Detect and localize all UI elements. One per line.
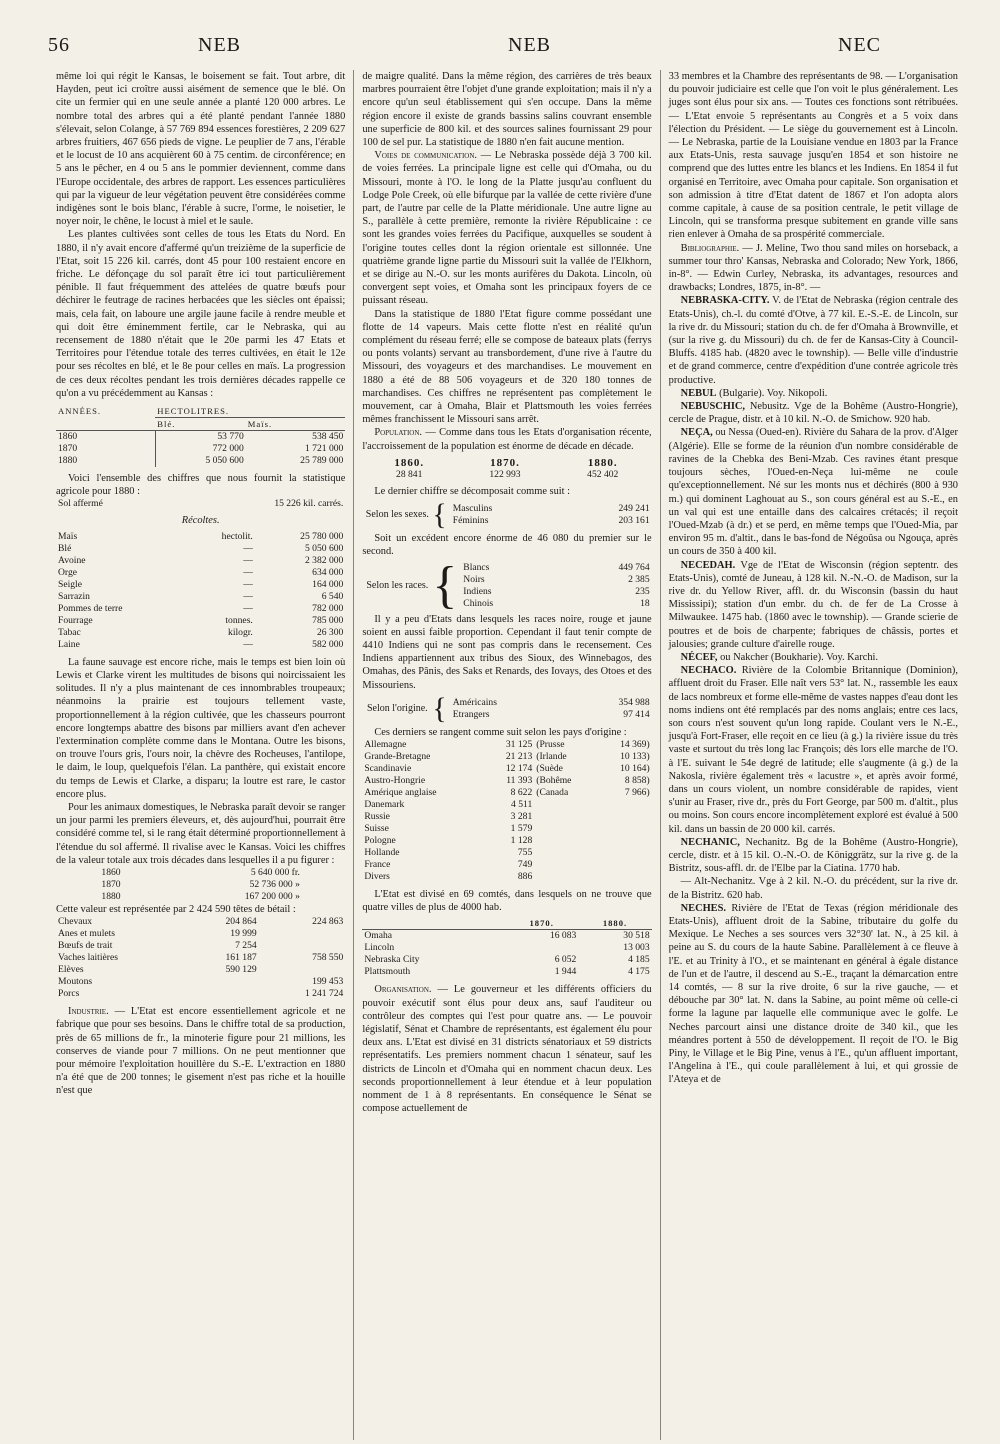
crop-name: Blé <box>58 542 72 554</box>
table-header-ble: Blé. <box>155 418 245 431</box>
paragraph: La faune sauvage est encore riche, mais le temps est bien loin où Lewis et Clarke virent les multitudes de bisons qui noircissaient les solitudes. Il n'y a plus maintenant de ces innombrables troupeaux; néanmoins la prairie est toujours tellement vaste, proportionnellement à la région cultivée, que les chasseurs pourront encore longtemps abattre des bisons par milliers avant d'en achever l'extermination complète comme dans le Montana. Outre les bisons, on trouve l'ours gris, l'ours noir, la chèvre des Rocheuses, l'antilope, le daim, le loup, quelquefois l'élan. La panthère, qui existait encore du temps de Lewis et Clarke, a disparu; la loutre est rare, le castor encore plus. <box>56 656 346 800</box>
subcountry-value: 8 858) <box>624 774 650 786</box>
entry-headword: NECHANIC, <box>680 836 740 848</box>
column-2 <box>354 70 660 1440</box>
betail-table <box>56 916 345 1000</box>
subcountry-name <box>534 847 597 859</box>
paragraph: Le dernier chiffre se décomposait comme suit : <box>374 485 571 497</box>
table-row <box>362 823 651 835</box>
valeur-table <box>99 867 302 903</box>
subcountry-name <box>534 859 597 871</box>
entry-text: V. de l'Etat de Nebraska (région centrale des Etats-Unis), ch.-l. du comté d'Otve, à 77 kil. E.-S.-E. de Lincoln, sur la rive dr. du Missouri; station du ch. de fer d'Omaha à Brownville, et (sur la rive g. du Missouri) du ch. de fer de Kansas-City à Council-Bluffs. 4185 hab. (4820 avec le township). — Belle ville d'industrie et de grand commerce, centre d'expédition d'une contrée agricole très productive. <box>668 295 958 386</box>
entry-headword: NEÇA, <box>680 427 713 439</box>
sex-value: 249 241 <box>618 503 650 515</box>
table-row <box>56 916 345 928</box>
valeur-amount: 167 200 000 » <box>244 890 300 902</box>
country-value: 886 <box>517 870 533 882</box>
livestock-count: 161 187 <box>225 952 257 964</box>
origin-value: 97 414 <box>623 708 650 720</box>
country-name: Pologne <box>364 834 396 846</box>
subcountry-value <box>597 835 651 847</box>
paragraph: Dans la statistique de 1880 l'Etat figure comme possédant une flotte de 14 vapeurs. Mais cette flotte n'est en réalité qu'un complément du réseau ferré; elle se compose de bateaux plats (ferrys ou ponts volants) servant au transbordement, d'une rive à l'autre du Missouri, des voyageurs et des marchandises. Le mouvement en 1880 a été de 88 506 voyageurs et de 320 180 tonnes de marchandises. Ces chiffres ne représentent pas complètement le mouvement, car à Omaha, Blair et Plattsmouth les voies ferrées mêmes franchissent le Missouri sans arrêt. <box>362 308 652 426</box>
crop-name: Maïs <box>58 530 78 542</box>
entry-text: ou Nakcher (Boukharie). Voy. Karchi. <box>717 651 879 663</box>
crop-value: 26 300 <box>316 626 344 638</box>
sol-label: Sol affermé <box>58 498 103 510</box>
table-row <box>362 775 651 787</box>
table-row <box>56 940 345 952</box>
table-row <box>99 879 302 891</box>
population-year: 1860. <box>394 456 425 469</box>
crop-name: Pommes de terre <box>58 602 123 614</box>
entry-headword: NECEDAH. <box>680 559 736 571</box>
paragraph: — J. Meline, Two thou sand miles on horseback, a summer tour thro' Kansas, Nebraska and Colorado; New York, 1866, in-8°. — Edwin Curley, Nebraska, its advantages, resources and drawbacks; Londres, 1875, in-8°. — <box>668 242 958 294</box>
mais-cell: 25 789 000 <box>300 455 344 467</box>
livestock-count: 19 999 <box>230 928 257 940</box>
entry-text: (Bulgarie). Voy. Nikopoli. <box>716 387 828 399</box>
population-value: 122 993 <box>489 468 521 480</box>
section-label-organisation: Organisation. <box>374 984 432 996</box>
crop-unit: — <box>243 566 253 578</box>
subcountry-name <box>534 835 597 847</box>
race-name: Chinois <box>463 597 494 609</box>
livestock-name: Bœufs de trait <box>58 940 113 952</box>
city-1880: 30 518 <box>623 930 650 942</box>
ble-cell: 772 000 <box>212 443 244 455</box>
livestock-group-total <box>259 928 346 940</box>
entry-text: — Alt-Nechanitz. Vge à 2 kil. N.-O. du précédent, sur la rive dr. de la Bistritz. 620 hab. <box>668 876 958 901</box>
table-row <box>56 952 345 964</box>
page-header <box>48 34 966 66</box>
table-row <box>362 930 651 943</box>
livestock-group-total: 199 453 <box>312 976 344 988</box>
table-row <box>451 697 652 709</box>
paragraph: Soit un excédent encore énorme de 46 080 du premier sur le second. <box>362 533 652 558</box>
sexes-label: Selon les sexes. <box>365 509 429 521</box>
origine-label: Selon l'origine. <box>366 702 428 714</box>
harvest-progression-table <box>56 405 345 467</box>
country-name: Suisse <box>364 822 389 834</box>
crop-value: 634 000 <box>312 566 344 578</box>
country-value: 755 <box>517 846 533 858</box>
crop-unit: — <box>243 638 253 650</box>
subcountry-value: 7 966) <box>624 786 650 798</box>
table-row <box>56 431 345 444</box>
livestock-count: 204 864 <box>225 916 257 928</box>
population-year: 1880. <box>587 456 618 469</box>
paragraph: — Le gouverneur et les différents officiers du pouvoir exécutif sont élus pour deux ans, sauf l'auditeur ou contrôleur des comptes qui l'est pour quatre ans. — Le pouvoir législatif, Sénat et Chambre de représentants, est également élu pour deux ans. L'Etat est divisé en 31 districts sénatoriaux et 59 districts représentatifs. Les premiers nomment chacun 1 sénateur, sauf les districts de Lincoln et d'Omaha qui en nomment chacun deux. Les seconds proportionnellement à leur étendue et à leur population nomment de 1 à 8 représentants. En conséquence le Sénat se compose actuellement de <box>362 984 652 1115</box>
table-row <box>56 455 345 467</box>
table-row <box>362 799 651 811</box>
subcountry-name <box>534 799 597 811</box>
brace: { <box>432 498 447 532</box>
livestock-name: Moutons <box>58 976 93 988</box>
crop-value: 164 000 <box>312 578 344 590</box>
table-row <box>99 891 302 903</box>
subcountry-name: (Suède <box>536 762 563 774</box>
race-value: 235 <box>635 585 650 597</box>
livestock-group-total: 758 550 <box>312 952 344 964</box>
pays-table <box>362 739 651 883</box>
country-name: Austro-Hongrie <box>364 774 426 786</box>
country-value: 8 622 <box>510 786 533 798</box>
livestock-name: Chevaux <box>58 916 93 928</box>
city-1880: 13 003 <box>623 942 650 954</box>
country-value: 21 213 <box>505 750 533 762</box>
table-row <box>362 871 651 883</box>
sexes-breakdown <box>362 498 651 532</box>
livestock-group-total: 1 241 724 <box>304 988 344 1000</box>
subcountry-value <box>597 811 651 823</box>
valeur-year: 1860 <box>101 866 121 878</box>
city-name: Lincoln <box>364 942 395 954</box>
running-head-left: NEB <box>198 34 241 56</box>
year-cell: 1880 <box>56 455 155 467</box>
valeur-amount: 5 640 000 fr. <box>250 866 300 878</box>
table-row <box>362 811 651 823</box>
city-1870: 1 944 <box>554 966 577 978</box>
table-row <box>362 739 651 751</box>
subcountry-name: (Irlande <box>536 750 567 762</box>
livestock-group-total <box>259 940 346 952</box>
paragraph: Les plantes cultivées sont celles de tous les Etats du Nord. En 1880, il n'y avait encore d'affermé qu'un treizième de la superficie de l'Etat, soit 15 226 kil. carrés, dont 45 pour 100 restaient encore en friche. Le défonçage du sol paraît être ici tout particulièrement pénible. Il faut fréquemment des attelées de quatre bœufs pour déchirer le feutrage de racines herbacées que les siècles ont épaissi; mais, cela fait, on laboure une argile jaune facile à rendre meuble et qui doit être éminemment fertile, car le Nebraska, qui au recensement de 1880 n'était que le 20e parmi les 47 Etats et Territoires pour l'étendue totale des terres cultivées, en était le 12e pour ses récoltes en blé, et le 8e pour celles en maïs. La progression de ces deux récoltes pendant les trois dernières décades rappelle ce qu'on a vu précédemment au Kansas : <box>56 229 346 399</box>
crop-unit: tonnes. <box>225 614 253 626</box>
entry-text: ou Nessa (Oued-en). Rivière du Sahara de la prov. d'Alger (Algérie). Elle se forme de la réunion d'un nombre considérable de ravines de la Chebka des Beni-Mzab. Ces ravines étant presque toujours sèches, l'Oued-en-Neça lui-même ne coule qu'exceptionnellement. Né sur les monts nus et déchirés (800 à 930 m.) qui dominent Laghouat au S., son cours général est au S.-E., en un val qui est une entaille dans des calcaires crétacés; il reçoit l'Oued-Mzab (à dr.) et se perd, en même temps que l'Oued-Mia, par environ 95 m. d'altit., dans le bas-fond de Négoûsa ou Ngouça, après un cours de 350 à 400 kil. <box>668 427 958 558</box>
livestock-count <box>187 988 259 1000</box>
livestock-name: Anes et mulets <box>58 928 116 940</box>
city-1870: 16 083 <box>549 930 577 942</box>
table-row <box>56 615 345 627</box>
race-value: 449 764 <box>618 561 650 573</box>
city-1870 <box>505 942 578 954</box>
section-label-voies: Voies de communication. <box>374 150 477 162</box>
paragraph: — Comme dans tous les Etats d'organisation récente, l'accroissement de la population est énorme de décade en décade. <box>362 427 652 452</box>
entry-headword: NEBUSCHIC, <box>680 401 746 413</box>
table-header-years: ANNÉES. <box>56 405 155 431</box>
entry-text: Vge de l'Etat de Wisconsin (région septentr. des Etats-Unis), comté de Juneau, à 128 kil. N.-N.-O. de Madison, sur la rive dr. du Yellow River, affl. dr. du Wisconsin (bassin du haut Mississipi); station d'un embr. du ch. de fer de La Crosse à Milwaukee. 1475 hab. (1860 avec le township). — Grande scierie de poutres et de bois de charpente; fabriques de châssis, portes et jalousies; grande culture d'airelle rouge. <box>668 559 958 650</box>
crop-unit: — <box>243 554 253 566</box>
crop-name: Sarrazin <box>58 590 90 602</box>
crop-name: Laine <box>58 638 80 650</box>
table-row <box>99 867 302 879</box>
livestock-name: Elèves <box>58 964 84 976</box>
entry-headword: NÉCEF, <box>680 651 718 663</box>
table-row <box>56 543 345 555</box>
origin-name: Américains <box>452 696 497 708</box>
paragraph: de maigre qualité. Dans la même région, des carrières de très beaux marbres pourraient être l'objet d'une grande exploitation; mais il n'y a encore qu'un seul établissement qui s'en occupe. Dans la même région encore il existe de grands bassins salins couvrant ensemble une superficie de 800 kil. et des sources salines fournissant 29 pour 100 de sel pur. La statistique de 1880 n'en fait aucune mention. <box>362 71 652 149</box>
subcountry-value <box>597 871 651 883</box>
city-1880: 4 175 <box>628 966 650 978</box>
livestock-group-total <box>259 964 346 976</box>
country-name: Allemagne <box>364 738 407 750</box>
paragraph: Il y a peu d'Etats dans lesquels les races noire, rouge et jaune soient en aussi faible proportion. Cependant il faut tenir compte de 4410 Indiens qui ne sont pas compris dans le recensement. Ces Indiens appartiennent aux tribus des Sioux, des Winnebagos, des Omahas, des Pânis, des Saks et Renards, des Iovays, des Otoes et des Missouriens. <box>362 613 652 691</box>
subcountry-value <box>597 799 651 811</box>
livestock-name: Vaches laitières <box>58 952 118 964</box>
sex-name: Féminins <box>452 515 489 527</box>
table-row <box>461 574 651 586</box>
subcountry-value: 10 133) <box>620 750 650 762</box>
table-row <box>451 709 652 721</box>
table-row <box>56 531 345 543</box>
paragraph: — Le Nebraska possède déjà 3 700 kil. de voies ferrées. La principale ligne est celle qui d'Omaha, ou du Missouri, monte à l'O. le long de la Platte jusqu'au confluent du Lodge Pole Creek, où elle bifurque par la vallée de cette rivière d'une part, de l'autre par celle de la Platte méridionale. Une autre ligne au S., parallèle à cette première, remonte la rivière Républicaine : ce sont les grandes voies ferrées du Pacifique, auxquelles se soudent à l'origine toutes celles dont la région orientale est sillonnée. Une quatrième grande ligne partie du Missouri suit la vallée de l'Elkhorn, et se dirige au N.-O. sur les monts aurifères du Dakota. Lincoln, où convergent sept voies, et Omaha sont les principaux foyers de ce puissant réseau. <box>362 150 652 307</box>
recoltes-table <box>56 531 345 651</box>
sex-value: 203 161 <box>618 515 650 527</box>
crop-unit: — <box>243 590 253 602</box>
table-row <box>451 503 652 515</box>
section-label-bibliographie: Bibliographie. <box>680 242 740 254</box>
subcountry-name: (Prusse <box>536 738 565 750</box>
population-year: 1870. <box>490 456 520 469</box>
subcountry-value <box>597 847 651 859</box>
table-row <box>56 579 345 591</box>
mais-cell: 1 721 000 <box>304 443 344 455</box>
table-row <box>362 859 651 871</box>
country-name: Russie <box>364 810 390 822</box>
entry-text: Rivière de l'Etat de Texas (région méridionale des Etats-Unis), affluent droit de la Sabine, tributaire du golfe du Mexique. Le Neches a ses sources vers 32°30' lat. N., à 25 kil. à peine au S. du cours de la haute Sabine. Parallèlement à ce fleuve à l'E. et au Trinity à l'O., et se maintenant en général à égale distance de l'un et de l'autre, il descend au S.-E., traçant la démarcation entre 14 comtés, — 8 sur la rive droite, 6 sur la rive gauche, — et débouche par 30° lat. N. dans la Sabine, au point même où celle-ci forme la lagune par laquelle elle communique avec le golfe. Le Neches parcourt ainsi une distance droite de 340 kil., que les méandres portent à 550 de développement. Il reçoit de l'O. le Big Piny, le Village et le Big Pine, venus à l'E., qu'un affluent important, l'Angelina à l'E., qui coule parallèlement à lui, et qui grossie de l'Ateya et de <box>668 902 958 1086</box>
villes-table <box>362 917 651 978</box>
country-value: 3 281 <box>510 810 533 822</box>
table-row <box>56 603 345 615</box>
year-cell: 1870 <box>56 443 155 455</box>
livestock-count <box>187 976 259 988</box>
subcountry-name: (Bohême <box>536 774 572 786</box>
sex-name: Masculins <box>452 503 493 515</box>
crop-unit: kilogr. <box>228 626 253 638</box>
sol-affirme-row <box>56 498 345 510</box>
paragraph: — L'Etat est encore essentiellement agricole et ne fabrique que pour ses besoins. Dans le chiffre total de sa production, près de 65 millions de fr., la minoterie figure pour 21 millions, les conserves de viande pour 7 millions. On ne peut mentionner que pour mémoire l'exploitation houillère du S.-E. L'extraction en 1880 n'a été que de 200 tonnes; le gisement n'est pas riche et la houille n'est que <box>56 1006 346 1097</box>
crop-name: Avoine <box>58 554 86 566</box>
paragraph: Voici l'ensemble des chiffres que nous fournit la statistique agricole pour 1880 : <box>56 473 346 498</box>
table-row <box>362 763 651 775</box>
table-row <box>56 928 345 940</box>
crop-name: Tabac <box>58 626 81 638</box>
country-name: Hollande <box>364 846 400 858</box>
running-head-right: NEC <box>838 34 881 56</box>
country-value: 11 393 <box>506 774 533 786</box>
entry-headword: NECHES. <box>680 902 726 914</box>
crop-value: 782 000 <box>312 602 344 614</box>
table-row <box>362 751 651 763</box>
brace: { <box>432 691 447 725</box>
table-row <box>56 555 345 567</box>
subcountry-value <box>597 823 651 835</box>
country-name: Grande-Bretagne <box>364 750 431 762</box>
races-breakdown <box>362 556 651 614</box>
country-value: 31 125 <box>505 738 533 750</box>
country-name: Scandinavie <box>364 762 412 774</box>
recoltes-title: Récoltes. <box>181 515 220 527</box>
race-name: Blancs <box>463 561 490 573</box>
table-row <box>461 586 651 598</box>
crop-value: 5 050 600 <box>304 542 344 554</box>
table-header-mais: Maïs. <box>246 418 346 431</box>
villes-header-1870: 1870. <box>505 917 578 930</box>
crop-value: 2 382 000 <box>304 554 344 566</box>
crop-name: Fourrage <box>58 614 93 626</box>
villes-header-1880: 1880. <box>578 917 651 930</box>
section-label-industrie: Industrie. <box>68 1006 109 1018</box>
mais-cell: 538 450 <box>312 431 344 443</box>
text-columns <box>48 70 966 1440</box>
subcountry-value <box>597 859 651 871</box>
page-number: 56 <box>48 34 70 56</box>
population-table <box>362 457 651 481</box>
country-name: France <box>364 858 391 870</box>
paragraph: L'Etat est divisé en 69 comtés, dans lesquels on ne trouve que quatre villes de plus de 4000 hab. <box>362 888 652 914</box>
entry-text: Nechanitz. Bg de la Bohême (Austro-Hongrie), cercle, distr. et à 15 kil. O.-N.-O. de Königgrätz, sur la rive g. de la Bistritz, sous-affl. dr. de l'Elbe par la Ciatina. 1770 hab. <box>668 836 958 875</box>
table-row <box>56 988 345 1000</box>
table-row <box>461 598 651 610</box>
country-value: 4 511 <box>511 798 533 810</box>
running-head-center: NEB <box>508 34 551 56</box>
country-name: Amérique anglaise <box>364 786 437 798</box>
country-value: 1 128 <box>510 834 533 846</box>
table-row <box>362 966 651 978</box>
year-cell: 1860 <box>56 431 155 444</box>
country-value: 749 <box>517 858 533 870</box>
race-name: Indiens <box>463 585 492 597</box>
subcountry-name <box>534 811 597 823</box>
valeur-year: 1880 <box>101 890 121 902</box>
subcountry-name <box>534 871 597 883</box>
population-value: 452 402 <box>587 468 619 480</box>
subcountry-name <box>534 823 597 835</box>
crop-unit: — <box>243 602 253 614</box>
column-3 <box>661 70 966 1440</box>
table-row <box>56 976 345 988</box>
crop-unit: hectolit. <box>221 530 253 542</box>
country-name: Danemark <box>364 798 405 810</box>
entry-text: Rivière de la Colombie Britannique (Dominion), affluent droit du Fraser. Elle naît vers 53° lat. N., rassemble les eaux de lacs nombreux et forme elle-même de vastes nappes d'eau dont les noms indiens ont été remplacés par des noms anglais; entre ces lacs, son cours n'est souvent qu'un long rapide. Coulant vers le N.-E., jusqu'à Fort-Fraser, elle reçoit en ce lieu (à g.) la rivière issue du très vaste et surtout du très long lac François; dès lors elle marche de l'O. à l'E. suivant le 54e degré de latitude; elle s'augmente (à g.) de la Nakosla, rivière également très « lacustre », et après avoir formé, dans un cours violent, un nombre considérable de rapides, vient s'unir au Fraser, rive dr., près du Fort George, par 500 m. d'altit., plus ou moins. Son cours encore incomplètement exploré est évalué à 500 kil. dans un bassin de 20 000 kil. carrés. <box>668 665 958 835</box>
city-1880: 4 185 <box>628 954 650 966</box>
origin-name: Etrangers <box>452 708 490 720</box>
subcountry-value: 10 164) <box>620 762 650 774</box>
crop-value: 785 000 <box>312 614 344 626</box>
origin-value: 354 988 <box>618 696 650 708</box>
country-value: 12 174 <box>505 762 533 774</box>
table-row <box>461 562 651 574</box>
ble-cell: 53 770 <box>217 431 244 443</box>
table-row <box>56 567 345 579</box>
city-1870: 6 052 <box>554 954 577 966</box>
paragraph: Cette valeur est représentée par 2 424 590 têtes de bétail : <box>56 903 296 915</box>
crop-unit: — <box>243 542 253 554</box>
table-row <box>56 627 345 639</box>
paragraph: Pour les animaux domestiques, le Nebraska paraît devoir se ranger un jour parmi les premiers éleveurs, et, dès aujourd'hui, pourrait être considéré comme tel, si le rang était déterminé proportionnellement à l'étendue du sol affermé. Il rivalise avec le Kansas. Voici les chiffres de la valeur totale aux trois décades dans lesquelles il a pu figurer : <box>56 801 346 866</box>
paragraph: Ces derniers se rangent comme suit selon les pays d'origine : <box>374 726 627 738</box>
crop-name: Orge <box>58 566 78 578</box>
city-name: Nebraska City <box>364 954 420 966</box>
livestock-count: 7 254 <box>235 940 257 952</box>
paragraph: même loi qui régit le Kansas, le boisement se fait. Tout arbre, dit Hayden, peut ici croître aussi aisément de semence que le blé. On cite un fermier qui en une seule année a planté 120 000 arbres. Le nombre total des arbres qui a été planté pendant l'année 1880 s'élevait, selon Colange, à 57 769 894 essences forestières, 2 209 627 arbres fruitiers, 467 656 pieds de vigne. Le peuplier de 7 ans, l'érable et le locust de 10 ans acquièrent 60 à 75 centim. de circonférence; en 5 ans le pêcher, en 4 ou 5 ans le pommier deviennent, comme dans l'Europe occidentale, des arbres de rapport. Les essences particulières qui par la vigueur de leur végétation peuvent être considérées comme indigènes sont le bois blanc, l'érable à sucre, l'orme, le noisetier, le noyer noir, le chêne, le locust à miel et le saule. <box>56 71 346 228</box>
crop-value: 25 780 000 <box>300 530 344 542</box>
entry-headword: NECHACO. <box>680 665 737 677</box>
table-row <box>362 954 651 966</box>
entry-headword: NEBRASKA-CITY. <box>680 295 770 307</box>
brace: { <box>432 556 458 614</box>
subcountry-value: 14 369) <box>620 738 650 750</box>
race-name: Noirs <box>463 573 485 585</box>
table-row <box>56 443 345 455</box>
crop-name: Seigle <box>58 578 82 590</box>
paragraph: 33 membres et la Chambre des représentants de 98. — L'organisation du pouvoir judiciaire est celle que l'on voit le plus généralement. Les juges sont élus pour six ans. — Toutes ces fonctions sont rétribuées. — L'Etat envoie 5 représentants au Congrès et a 5 voix dans l'élection du Président. — Le siège du gouvernement est à Lincoln. — Le Nebraska, partie de la Louisiane vendue en 1803 par la France aux Etats-Unis, resta sauvage jusqu'en 1854 et son histoire ne comprend que des luttes entre les blancs et les Indiens. En 1854 il fut organisé en Territoire, avec Omaha pour capitale. Son organisation et son admission à titre d'Etat datent de 1867 et l'on adopta alors comme capitale, à cause de sa position centrale, le petit village de Lincoln, qui se transforma presque subitement en grande ville sans rien enlever à Omaha de sa prospérité commerciale. <box>668 71 958 241</box>
sol-value: 15 226 kil. carrés. <box>274 498 344 510</box>
city-name: Plattsmouth <box>364 966 411 978</box>
country-value: 1 579 <box>510 822 533 834</box>
country-name: Divers <box>364 870 390 882</box>
table-row <box>362 942 651 954</box>
origine-breakdown <box>362 691 651 725</box>
valeur-amount: 52 736 000 » <box>249 878 300 890</box>
crop-value: 6 540 <box>321 590 344 602</box>
table-row <box>362 847 651 859</box>
population-value: 28 841 <box>396 468 423 480</box>
livestock-group-total: 224 863 <box>312 916 344 928</box>
table-row <box>362 787 651 799</box>
table-row <box>56 964 345 976</box>
table-row <box>56 639 345 651</box>
crop-value: 582 000 <box>312 638 344 650</box>
column-1 <box>48 70 354 1440</box>
race-value: 18 <box>640 597 650 609</box>
entry-headword: NEBUL <box>680 387 717 399</box>
livestock-name: Porcs <box>58 988 80 1000</box>
section-label-population: Population. <box>374 427 422 439</box>
valeur-year: 1870 <box>101 878 121 890</box>
livestock-count: 590 129 <box>225 964 257 976</box>
race-value: 2 385 <box>628 573 650 585</box>
races-label: Selon les races. <box>366 579 429 591</box>
table-row <box>362 835 651 847</box>
table-row <box>56 591 345 603</box>
subcountry-name: (Canada <box>536 786 569 798</box>
ble-cell: 5 050 600 <box>205 455 244 467</box>
entry-text: Nebusitz. Vge de la Bohême (Austro-Hongrie), cercle de Prague, distr. et à 10 kil. N.-O. de Smichow. 920 hab. <box>668 401 958 426</box>
crop-unit: — <box>243 578 253 590</box>
city-name: Omaha <box>364 930 393 942</box>
table-header-unit: HECTOLITRES. <box>155 405 345 418</box>
table-row <box>451 515 652 527</box>
